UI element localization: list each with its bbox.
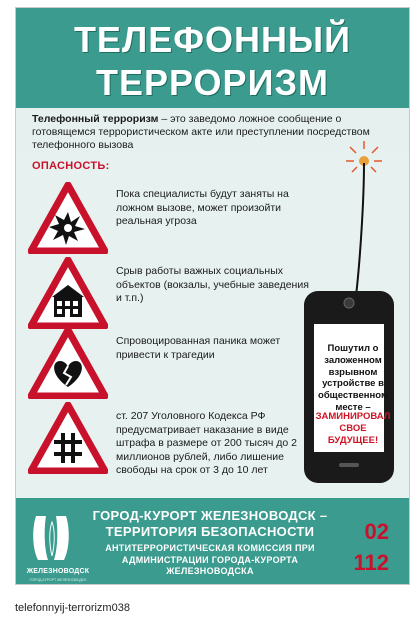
poster-header bbox=[16, 8, 409, 108]
image-caption: telefonnyij-terrorizm038 bbox=[15, 602, 130, 614]
broken-heart-icon bbox=[28, 327, 108, 399]
poster-footer bbox=[16, 498, 409, 585]
danger-item-1: Пока специалисты будут заняты на ложном вызове, может произойти реальная угроза bbox=[116, 188, 289, 227]
logo-text: ЖЕЛЕЗНОВОДСК bbox=[26, 568, 90, 575]
danger-item-2: Срыв работы важных социальных объектов (вокзалы, учебные заведения и т.п.) bbox=[116, 265, 309, 304]
emergency-number-112: 112 bbox=[353, 550, 389, 575]
phone-alert: ЗАМИНИРОВАЛ СВОЕ БУДУЩЕЕ! bbox=[315, 411, 391, 446]
danger-item-4: ст. 207 Уголовного Кодекса РФ предусматривает наказание в виде штрафа в размере от 200 тысяч до 2 миллионов рублей, либо лишение свободы на срок от 3 до 10 лет bbox=[116, 410, 298, 476]
city-emblem-icon bbox=[22, 508, 90, 568]
emergency-number-02: 02 bbox=[364, 519, 389, 544]
intro-lead: Телефонный терроризм bbox=[32, 113, 159, 125]
danger-label: ОПАСНОСТЬ: bbox=[32, 160, 110, 172]
logo-subtext: ГОРОД-КУРОРТ ЖЕЛЕЗНОВОДСК bbox=[29, 578, 87, 582]
footer-main-text: ГОРОД-КУРОРТ ЖЕЛЕЗНОВОДСК – ТЕРРИТОРИЯ БЕЗОПАСНОСТИ bbox=[92, 508, 328, 539]
city-logo bbox=[22, 508, 90, 582]
poster bbox=[15, 7, 410, 585]
explosion-icon bbox=[28, 182, 108, 254]
footer-sub-text: АНТИТЕРРОРИСТИЧЕСКАЯ КОМИССИЯ ПРИ АДМИНИСТРАЦИИ ГОРОДА-КУРОРТА ЖЕЛЕЗНОВОДСКА bbox=[105, 543, 315, 576]
poster-title-line1: ТЕЛЕФОННЫЙ bbox=[73, 19, 352, 60]
poster-title-line2: ТЕРРОРИЗМ bbox=[96, 62, 329, 103]
danger-item-3: Спровоцированная паника может привести к трагедии bbox=[116, 335, 281, 361]
building-icon bbox=[28, 257, 108, 329]
bars-icon bbox=[28, 402, 108, 474]
phone-message: Пошутил о заложенном взрывном устройстве в общественном месте – bbox=[318, 343, 388, 413]
intro-rest: – это заведомо ложное сообщение о готовящемся террористическом акте или преступлении посредством телефонного вызова bbox=[32, 113, 370, 151]
